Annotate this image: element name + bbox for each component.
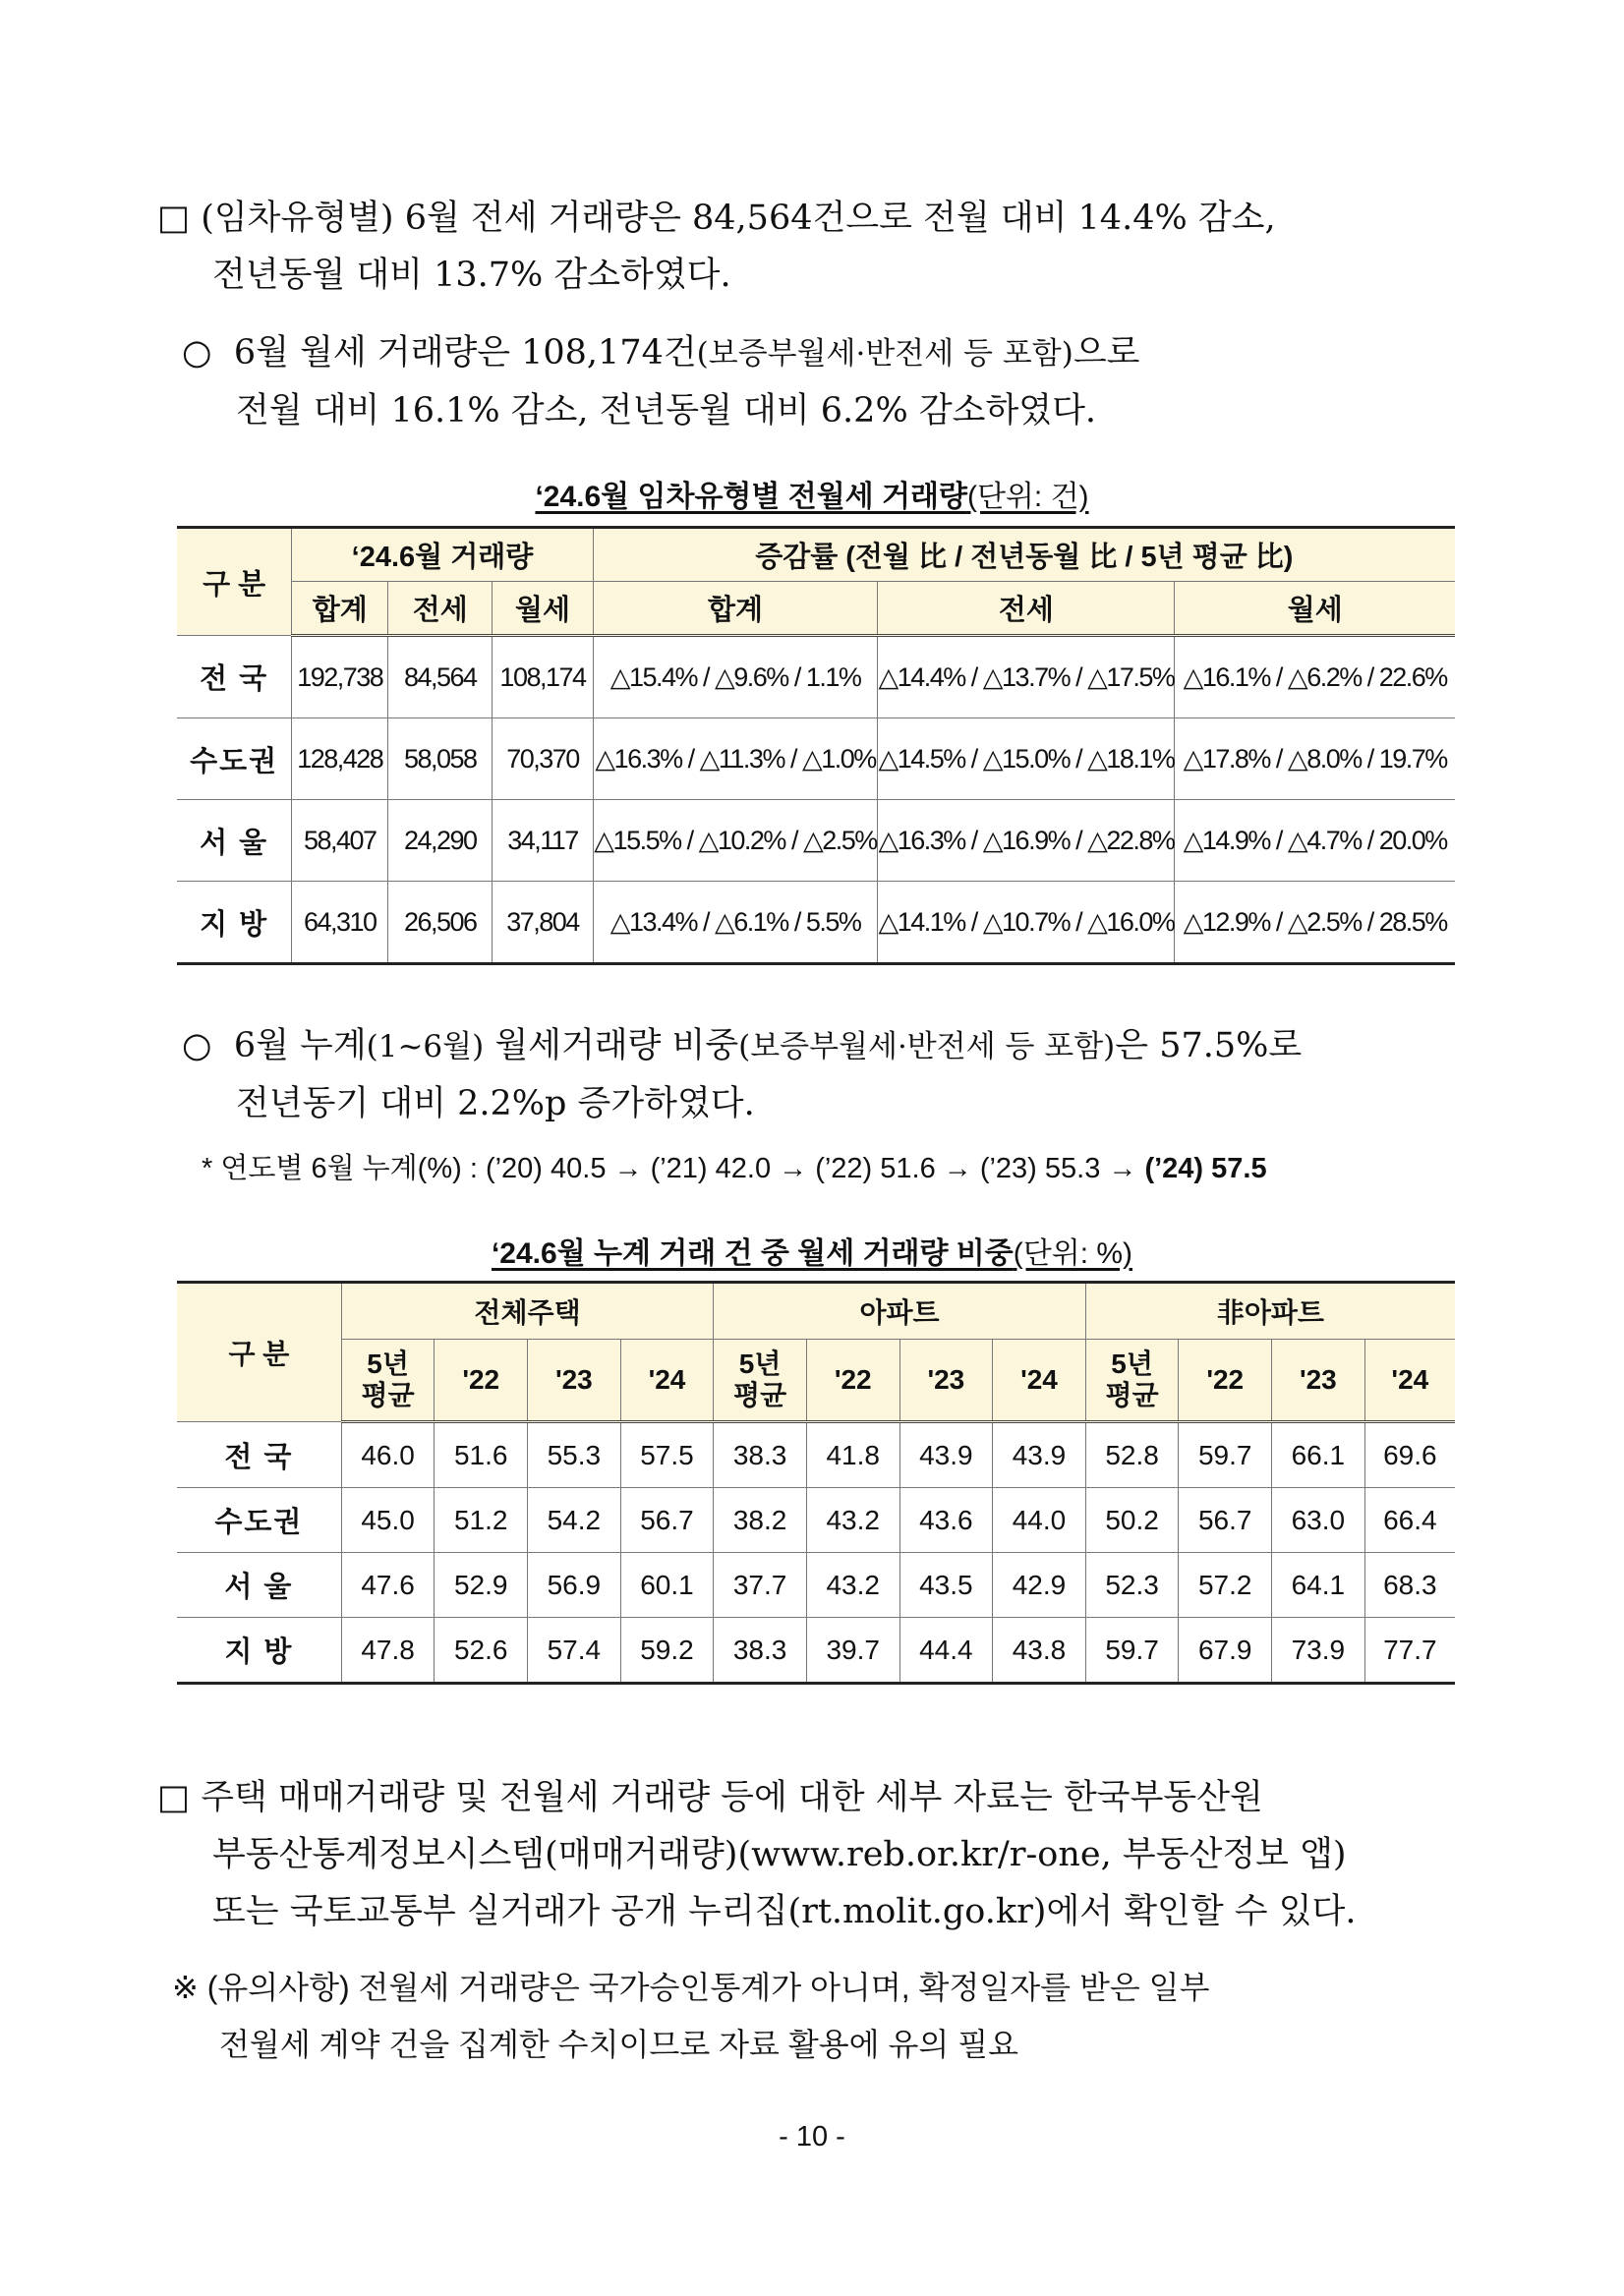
para2-line1-a: 6월 월세 거래량은 108,174건 (233, 333, 697, 373)
cell-share-value: 67.9 (1179, 1618, 1272, 1684)
cell-share-value: 69.6 (1364, 1422, 1455, 1488)
page-number: - 10 - (779, 2121, 845, 2152)
para2-line1-c: 으로 (1073, 333, 1140, 373)
cell-share-value: 44.0 (993, 1488, 1086, 1553)
row-label: 전 국 (177, 636, 292, 718)
cell-share-value: 54.2 (528, 1488, 621, 1553)
cell-share-value: 45.0 (341, 1488, 435, 1553)
cell-share-value: 52.8 (1085, 1422, 1179, 1488)
note-text: * 연도별 6월 누계(%) : (’20) 40.5 → (’21) 42.0 → (’22) 51.6 → (’23) 55.3 → (202, 1153, 1145, 1184)
header-5yr-avg: 5년 평균 (1085, 1340, 1179, 1422)
table1-caption-title: ‘24.6월 임차유형별 전월세 거래량 (535, 481, 967, 513)
header-22: '22 (1179, 1340, 1272, 1422)
cell-change-total: △16.3% / △11.3% / △1.0% (593, 718, 878, 800)
cell-share-value: 56.7 (1179, 1488, 1272, 1553)
table-row (177, 1618, 1455, 1684)
cell-share-value: 59.7 (1085, 1618, 1179, 1684)
header-22: '22 (806, 1340, 899, 1422)
cell-share-value: 39.7 (806, 1618, 899, 1684)
square-bullet: □ (157, 1778, 191, 1817)
cell-share-value: 64.1 (1272, 1553, 1365, 1618)
cell-share-value: 57.2 (1179, 1553, 1272, 1618)
table2-caption (0, 1229, 1624, 1272)
circle-bullet: ○ (182, 1026, 212, 1065)
cell-share-value: 43.9 (899, 1422, 993, 1488)
cell-share-value: 66.1 (1272, 1422, 1365, 1488)
cell-share-value: 47.6 (341, 1553, 435, 1618)
reference-mark: ※ (172, 1970, 199, 2005)
cell-total: 58,407 (292, 800, 388, 882)
cell-change-total: △15.5% / △10.2% / △2.5% (593, 800, 878, 882)
cell-change-wolse: △12.9% / △2.5% / 28.5% (1175, 882, 1455, 964)
para2-line2: 전월 대비 16.1% 감소, 전년동월 대비 6.2% 감소하였다. (236, 391, 1097, 430)
header-apartment: 아파트 (714, 1283, 1086, 1340)
cell-share-value: 57.5 (620, 1422, 714, 1488)
table-row (177, 718, 1455, 800)
row-label: 지 방 (177, 1618, 341, 1684)
header-change-total: 합계 (593, 582, 878, 636)
paragraph-lease-type-jeonse (157, 190, 1276, 304)
cell-share-value: 50.2 (1085, 1488, 1179, 1553)
cell-change-wolse: △14.9% / △4.7% / 20.0% (1175, 800, 1455, 882)
wolse-share-table (177, 1281, 1455, 1685)
square-bullet: □ (157, 199, 191, 238)
paragraph-caution-note (172, 1959, 1210, 2073)
header-jeonse: 전세 (388, 582, 493, 636)
para4-line1: 주택 매매거래량 및 전월세 거래량 등에 대한 세부 자료는 한국부동산원 (201, 1778, 1263, 1817)
cell-share-value: 41.8 (806, 1422, 899, 1488)
row-label: 전 국 (177, 1422, 341, 1488)
para1-line2: 전년동월 대비 13.7% 감소하였다. (212, 256, 731, 295)
table-row (177, 1422, 1455, 1488)
cell-share-value: 66.4 (1364, 1488, 1455, 1553)
cell-share-value: 57.4 (528, 1618, 621, 1684)
para3-line2: 전년동기 대비 2.2%p 증가하였다. (236, 1084, 755, 1123)
header-5yr-avg: 5년 평균 (714, 1340, 807, 1422)
header-23: '23 (528, 1340, 621, 1422)
para4-line2: 부동산통계정보시스템(매매거래량)(www.reb.or.kr/r-one, 부동산정보 앱) (212, 1835, 1347, 1874)
header-24: '24 (620, 1340, 714, 1422)
header-non-apartment: 非아파트 (1085, 1283, 1455, 1340)
cell-wolse: 108,174 (493, 636, 593, 718)
cell-share-value: 59.7 (1179, 1422, 1272, 1488)
cell-share-value: 73.9 (1272, 1618, 1365, 1684)
header-24: '24 (993, 1340, 1086, 1422)
para5-line2: 전월세 계약 건을 집계한 수치이므로 자료 활용에 유의 필요 (219, 2027, 1019, 2062)
header-total: 합계 (292, 582, 388, 636)
para3-line1-e: 은 57.5%로 (1115, 1026, 1303, 1065)
cell-change-jeonse: △16.3% / △16.9% / △22.8% (878, 800, 1175, 882)
cell-total: 64,310 (292, 882, 388, 964)
cell-share-value: 52.3 (1085, 1553, 1179, 1618)
para1-line1: (임차유형별) 6월 전세 거래량은 84,564건으로 전월 대비 14.4% 감소, (201, 199, 1276, 238)
cell-share-value: 56.9 (528, 1553, 621, 1618)
cell-share-value: 43.6 (899, 1488, 993, 1553)
cell-share-value: 43.5 (899, 1553, 993, 1618)
paragraph-wolse-volume (182, 324, 1139, 439)
cell-change-jeonse: △14.1% / △10.7% / △16.0% (878, 882, 1175, 964)
table2-caption-unit: (단위: %) (1013, 1237, 1133, 1270)
header-change-rate: 증감률 (전월 比 / 전년동월 比 / 5년 평균 比) (593, 528, 1455, 582)
cell-share-value: 77.7 (1364, 1618, 1455, 1684)
cell-change-wolse: △16.1% / △6.2% / 22.6% (1175, 636, 1455, 718)
header-24: '24 (1364, 1340, 1455, 1422)
cell-change-jeonse: △14.5% / △15.0% / △18.1% (878, 718, 1175, 800)
para4-line3: 또는 국토교통부 실거래가 공개 누리집(rt.molit.go.kr)에서 확인할 수 있다. (212, 1892, 1357, 1931)
cell-share-value: 60.1 (620, 1553, 714, 1618)
cell-change-total: △15.4% / △9.6% / 1.1% (593, 636, 878, 718)
header-23: '23 (899, 1340, 993, 1422)
cell-wolse: 70,370 (493, 718, 593, 800)
table-row (177, 1553, 1455, 1618)
row-label: 지 방 (177, 882, 292, 964)
cell-change-total: △13.4% / △6.1% / 5.5% (593, 882, 878, 964)
lease-type-volume-table (177, 526, 1455, 965)
header-change-wolse: 월세 (1175, 582, 1455, 636)
cell-share-value: 37.7 (714, 1553, 807, 1618)
header-wolse: 월세 (493, 582, 593, 636)
table2-caption-title: ‘24.6월 누계 거래 건 중 월세 거래량 비중 (491, 1237, 1014, 1270)
circle-bullet: ○ (182, 333, 212, 373)
para3-line1-b: (1~6월) (366, 1029, 485, 1064)
cell-share-value: 55.3 (528, 1422, 621, 1488)
cell-share-value: 51.2 (435, 1488, 528, 1553)
cell-share-value: 44.4 (899, 1618, 993, 1684)
header-change-jeonse: 전세 (878, 582, 1175, 636)
row-label: 수도권 (177, 1488, 341, 1553)
row-label: 수도권 (177, 718, 292, 800)
cell-share-value: 43.8 (993, 1618, 1086, 1684)
cell-change-wolse: △17.8% / △8.0% / 19.7% (1175, 718, 1455, 800)
header-5yr-avg: 5년 평균 (341, 1340, 435, 1422)
header-category: 구 분 (177, 1283, 341, 1422)
cell-share-value: 38.3 (714, 1422, 807, 1488)
annual-share-note (202, 1149, 1267, 1188)
para3-line1-a: 6월 누계 (233, 1026, 367, 1065)
cell-share-value: 42.9 (993, 1553, 1086, 1618)
table-row (177, 636, 1455, 718)
cell-jeonse: 84,564 (388, 636, 493, 718)
cell-share-value: 68.3 (1364, 1553, 1455, 1618)
header-23: '23 (1272, 1340, 1365, 1422)
cell-share-value: 52.6 (435, 1618, 528, 1684)
table-row (177, 1488, 1455, 1553)
note-highlight: (’24) 57.5 (1144, 1153, 1267, 1184)
header-category: 구 분 (177, 528, 292, 636)
para2-line1-b: (보증부월세·반전세 등 포함) (696, 336, 1073, 372)
paragraph-data-sources (157, 1769, 1356, 1940)
cell-wolse: 37,804 (493, 882, 593, 964)
row-label: 서 울 (177, 1553, 341, 1618)
cell-wolse: 34,117 (493, 800, 593, 882)
header-volume: ‘24.6월 거래량 (292, 528, 593, 582)
cell-jeonse: 58,058 (388, 718, 493, 800)
cell-total: 192,738 (292, 636, 388, 718)
paragraph-wolse-share (182, 1017, 1302, 1132)
cell-share-value: 63.0 (1272, 1488, 1365, 1553)
para3-line1-c: 월세거래량 비중 (484, 1026, 739, 1065)
table1-caption-unit: (단위: 건) (966, 481, 1089, 513)
table1-caption (0, 472, 1624, 515)
cell-share-value: 38.2 (714, 1488, 807, 1553)
cell-share-value: 47.8 (341, 1618, 435, 1684)
cell-jeonse: 26,506 (388, 882, 493, 964)
cell-share-value: 43.9 (993, 1422, 1086, 1488)
cell-share-value: 38.3 (714, 1618, 807, 1684)
cell-total: 128,428 (292, 718, 388, 800)
cell-share-value: 56.7 (620, 1488, 714, 1553)
cell-jeonse: 24,290 (388, 800, 493, 882)
cell-change-jeonse: △14.4% / △13.7% / △17.5% (878, 636, 1175, 718)
para5-line1: (유의사항) 전월세 거래량은 국가승인통계가 아니며, 확정일자를 받은 일부 (206, 1970, 1210, 2005)
header-22: '22 (435, 1340, 528, 1422)
cell-share-value: 59.2 (620, 1618, 714, 1684)
cell-share-value: 46.0 (341, 1422, 435, 1488)
para3-line1-d: (보증부월세·반전세 등 포함) (738, 1029, 1116, 1064)
cell-share-value: 43.2 (806, 1553, 899, 1618)
cell-share-value: 43.2 (806, 1488, 899, 1553)
table-row (177, 882, 1455, 964)
row-label: 서 울 (177, 800, 292, 882)
header-all-housing: 전체주택 (341, 1283, 714, 1340)
table-row (177, 800, 1455, 882)
cell-share-value: 51.6 (435, 1422, 528, 1488)
cell-share-value: 52.9 (435, 1553, 528, 1618)
